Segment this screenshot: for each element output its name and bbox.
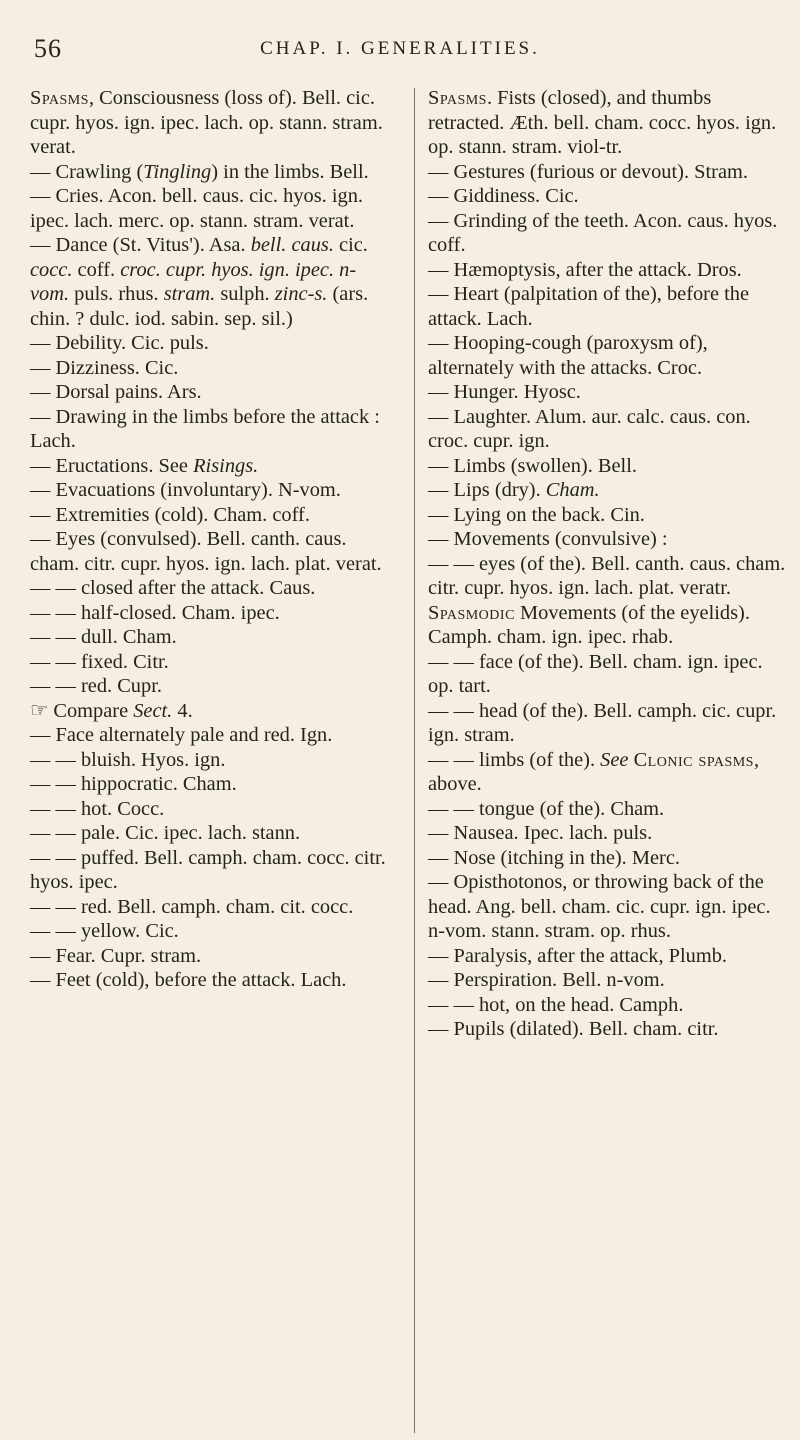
index-entry xyxy=(30,380,395,405)
entry-text: — — fixed. Citr. xyxy=(30,650,169,673)
entry-text: (ars. chin. ? dulc. iod. sabin. sep. sil.) xyxy=(30,283,369,330)
entry-text: — — hot. Cocc. xyxy=(30,797,165,820)
index-entry xyxy=(30,405,395,454)
index-entry xyxy=(428,503,790,528)
index-entry xyxy=(428,282,790,331)
index-entry xyxy=(428,454,790,479)
index-entry xyxy=(428,184,790,209)
entry-text: Spasms xyxy=(428,87,487,109)
index-entry xyxy=(428,748,790,797)
entry-text: — Drawing in the limbs before the attack : Lach. xyxy=(30,405,380,452)
entry-text: . Fists (closed), and thumbs retracted. Æth. bell. cham. cocc. hyos. ign. op. stann. stram. viol-tr. xyxy=(428,87,777,158)
entry-text: — Limbs (swollen). Bell. xyxy=(428,454,637,477)
entry-text: Spasms xyxy=(30,87,89,109)
entry-text: — — hippocratic. Cham. xyxy=(30,773,237,795)
entry-text: — Extremities (cold). Cham. coff. xyxy=(30,503,310,526)
index-entry xyxy=(30,821,395,846)
index-entry xyxy=(30,699,395,724)
entry-text: — Movements (convulsive) : xyxy=(428,528,668,550)
entry-text: — — limbs (of the). xyxy=(428,748,601,771)
index-entry xyxy=(30,846,395,895)
index-entry xyxy=(30,478,395,503)
entry-text: — Giddiness. Cic. xyxy=(428,185,579,207)
entry-text: 4. xyxy=(172,699,193,722)
entry-text: — Heart (palpitation of the), before the attack. Lach. xyxy=(428,283,750,330)
entry-text: — Lips (dry). xyxy=(428,479,546,501)
running-title: CHAP. I. GENERALITIES. xyxy=(260,38,540,59)
index-entry xyxy=(428,944,790,969)
entry-text: — — half-closed. Cham. ipec. xyxy=(30,601,280,624)
index-entry xyxy=(428,993,790,1018)
index-entry xyxy=(30,797,395,822)
index-entry xyxy=(428,160,790,185)
index-entry xyxy=(428,552,790,601)
entry-text: — — hot, on the head. Camph. xyxy=(428,993,684,1016)
entry-text: croc. cupr. hyos. ign. ipec. n-vom. xyxy=(30,258,357,305)
index-entry xyxy=(30,454,395,479)
index-entry xyxy=(30,895,395,920)
entry-text: — Opisthotonos, or throwing back of the head. Ang. bell. cham. cic. cupr. ign. ipec. n-vom. stann. stram. op. rhus. xyxy=(428,871,771,942)
index-entry xyxy=(30,944,395,969)
index-entry xyxy=(428,331,790,380)
index-entry xyxy=(428,797,790,822)
entry-text: — — tongue (of the). Cham. xyxy=(428,797,665,820)
entry-text: — — red. Cupr. xyxy=(30,675,162,697)
entry-text: — Eructations. See xyxy=(30,454,194,477)
index-entry xyxy=(428,1017,790,1042)
entry-text: Tingling xyxy=(143,160,212,183)
index-entry xyxy=(428,405,790,454)
entry-text: — Hunger. Hyosc. xyxy=(428,381,581,403)
index-entry xyxy=(30,527,395,576)
entry-text: — Pupils (dilated). Bell. cham. citr. xyxy=(428,1018,719,1040)
entry-text: Cham. xyxy=(545,479,600,501)
index-entry xyxy=(30,233,395,331)
entry-text: ☞ Compare xyxy=(30,699,134,722)
entry-text: Spasmodic xyxy=(428,601,515,624)
index-entry xyxy=(428,968,790,993)
entry-text: — Evacuations (involuntary). N-vom. xyxy=(30,479,341,501)
entry-text: See xyxy=(600,748,629,771)
index-entry xyxy=(30,650,395,675)
column-divider xyxy=(414,88,415,1433)
entry-text: — — face (of the). Bell. cham. ign. ipec. op. tart. xyxy=(428,650,763,697)
entry-text: , above. xyxy=(428,748,760,795)
entry-text: — Hæmoptysis, after the attack. Dros. xyxy=(428,258,742,281)
index-entry xyxy=(30,674,395,699)
entry-text: — Laughter. Alum. aur. calc. caus. con. croc. cupr. ign. xyxy=(428,405,751,452)
page-header xyxy=(0,30,800,70)
entry-text: coff. xyxy=(72,258,121,281)
entry-text: — — eyes (of the). Bell. canth. caus. cham. citr. cupr. hyos. ign. lach. plat. veratr. xyxy=(428,552,786,599)
entry-text: — — head (of the). Bell. camph. cic. cupr. ign. stram. xyxy=(428,699,777,746)
entry-text: ) in the limbs. Bell. xyxy=(211,160,369,183)
entry-text: — Nausea. Ipec. lach. puls. xyxy=(428,822,653,844)
entry-text: — — puffed. Bell. camph. cham. cocc. citr. hyos. ipec. xyxy=(30,846,386,893)
entry-text: — Fear. Cupr. stram. xyxy=(30,944,202,967)
entry-text: — — pale. Cic. ipec. lach. stann. xyxy=(30,822,301,844)
index-entry xyxy=(30,86,395,160)
index-entry xyxy=(30,576,395,601)
entry-text: cic. xyxy=(333,234,368,256)
index-entry xyxy=(428,846,790,871)
entry-text: sulph. xyxy=(215,283,275,305)
entry-text: Risings. xyxy=(193,454,259,477)
index-entry xyxy=(428,650,790,699)
entry-text: Sect. xyxy=(133,699,173,722)
index-entry xyxy=(30,331,395,356)
entry-text: stram. xyxy=(163,283,216,305)
index-entry xyxy=(30,184,395,233)
index-entry xyxy=(428,86,790,160)
entry-text: — Feet (cold), before the attack. Lach. xyxy=(30,969,347,991)
index-entry xyxy=(30,748,395,773)
index-entry xyxy=(428,258,790,283)
entry-text: puls. rhus. xyxy=(69,283,164,305)
entry-text: cocc. xyxy=(30,258,73,281)
entry-text: — — bluish. Hyos. ign. xyxy=(30,748,226,771)
index-entry xyxy=(428,527,790,552)
index-entry xyxy=(428,478,790,503)
entry-text: — Eyes (convulsed). Bell. canth. caus. cham. citr. cupr. hyos. ign. lach. plat. verat. xyxy=(30,528,382,575)
index-entry xyxy=(428,209,790,258)
entry-text: , Consciousness (loss of). Bell. cic. cupr. hyos. ign. ipec. lach. op. stann. stram. verat. xyxy=(30,87,383,158)
entry-text: — Lying on the back. Cin. xyxy=(428,503,645,526)
index-entry xyxy=(428,870,790,944)
index-entry xyxy=(30,723,395,748)
page-number: 56 xyxy=(34,34,62,63)
index-entry xyxy=(30,968,395,993)
entry-text: — Hooping-cough (paroxysm of), alternately with the attacks. Croc. xyxy=(428,332,708,379)
right-column xyxy=(428,86,790,1042)
entry-text: — — red. Bell. camph. cham. cit. cocc. xyxy=(30,895,354,918)
entry-text: Movements (of the eyelids). Camph. cham. ign. ipec. rhab. xyxy=(428,601,750,648)
entry-text: — Dance (St. Vitus'). Asa. xyxy=(30,234,251,256)
index-entry xyxy=(30,625,395,650)
index-entry xyxy=(30,772,395,797)
entry-text: — Crawling ( xyxy=(30,160,144,183)
entry-text: — — dull. Cham. xyxy=(30,626,177,648)
entry-text: — Paralysis, after the attack, Plumb. xyxy=(428,944,727,967)
index-entry xyxy=(30,503,395,528)
index-entry xyxy=(30,919,395,944)
entry-text: zinc-s. xyxy=(274,283,328,305)
entry-text: — — yellow. Cic. xyxy=(30,920,179,942)
index-entry xyxy=(428,699,790,748)
entry-text: — Nose (itching in the). Merc. xyxy=(428,846,680,869)
index-entry xyxy=(428,380,790,405)
entry-text: — Dizziness. Cic. xyxy=(30,356,179,379)
entry-text: — Dorsal pains. Ars. xyxy=(30,381,202,403)
entry-text: — Debility. Cic. puls. xyxy=(30,332,209,354)
entry-text: — — closed after the attack. Caus. xyxy=(30,577,316,599)
entry-text: — Grinding of the teeth. Acon. caus. hyos. coff. xyxy=(428,209,778,256)
entry-text: — Gestures (furious or devout). Stram. xyxy=(428,160,748,183)
index-entry xyxy=(428,821,790,846)
left-column xyxy=(30,86,395,993)
entry-text: — Face alternately pale and red. Ign. xyxy=(30,724,333,746)
entry-text: bell. caus. xyxy=(250,234,334,256)
entry-text: — Perspiration. Bell. n-vom. xyxy=(428,969,665,991)
entry-text: — Cries. Acon. bell. caus. cic. hyos. ign. ipec. lach. merc. op. stann. stram. verat. xyxy=(30,185,363,232)
index-entry xyxy=(30,160,395,185)
index-entry xyxy=(30,601,395,626)
index-entry xyxy=(30,356,395,381)
entry-text: Clonic spasms xyxy=(633,748,754,771)
index-entry xyxy=(428,601,790,650)
